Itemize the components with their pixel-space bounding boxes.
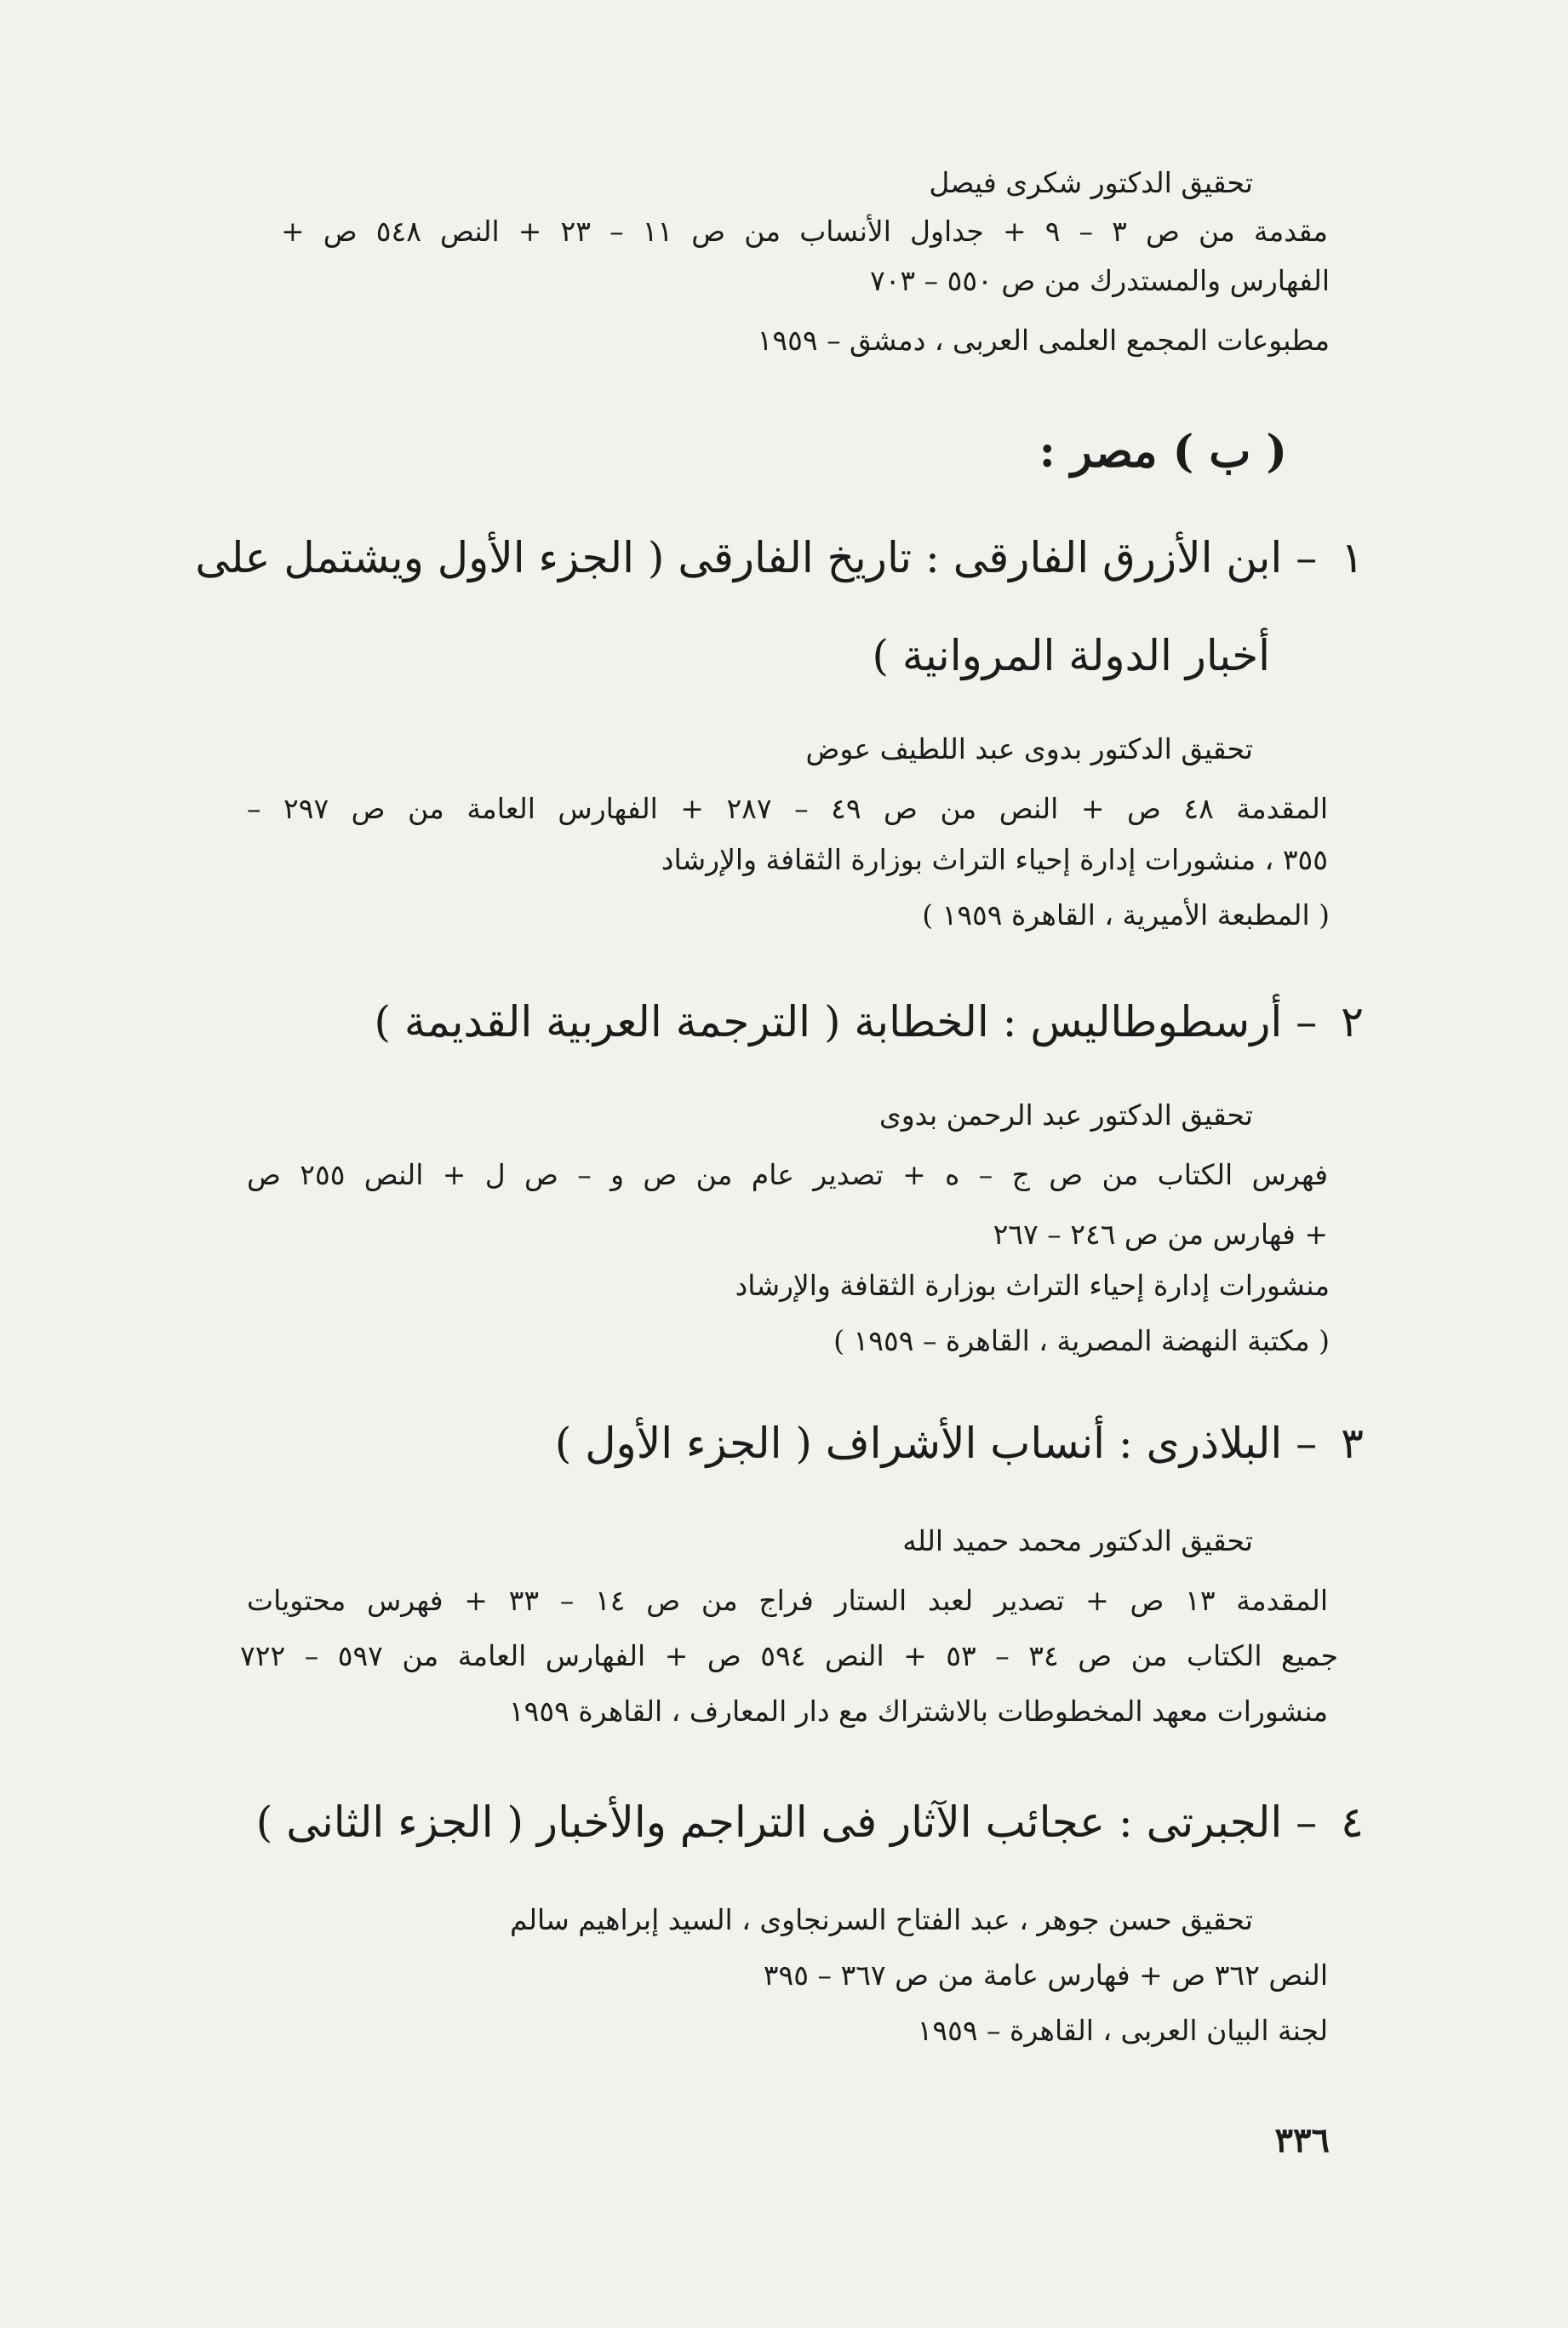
entry-4-number: ٤	[1341, 1798, 1364, 1847]
entry-2-detail-3: منشورات إدارة إحياء التراث بوزارة الثقافة والإرشاد	[735, 1269, 1330, 1302]
section-heading: ( ب ) مصر :	[1039, 426, 1287, 478]
entry-3-editor: تحقيق الدكتور محمد حميد الله	[902, 1524, 1253, 1557]
entry-2-detail-4: ( مكتبة النهضة المصرية ، القاهرة – ١٩٥٩ )	[833, 1324, 1330, 1357]
top-editor-line: تحقيق الدكتور شكرى فيصل	[929, 166, 1253, 199]
entry-1-number: ١	[1341, 533, 1364, 582]
entry-2-detail-2: + فهارس من ص ٢٤٦ – ٢٦٧	[993, 1218, 1328, 1251]
entry-3-title-text: – البلاذرى : أنساب الأشراف ( الجزء الأول )	[554, 1419, 1318, 1468]
top-pages-line-1: مقدمة من ص ٣ – ٩ + جداول الأنساب من ص ١١ – ٢٣ + النص ٥٤٨ ص +	[281, 215, 1328, 248]
entry-3-detail-1: المقدمة ١٣ ص + تصدير لعبد الستار فراج من ص ١٤ – ٣٣ + فهرس محتويات	[247, 1584, 1328, 1617]
entry-1-detail-2: ٣٥٥ ، منشورات إدارة إحياء التراث بوزارة الثقافة والإرشاد	[661, 843, 1328, 876]
entry-3-title	[555, 1418, 1364, 1469]
entry-2-detail-1: فهرس الكتاب من ص ج – ه + تصدير عام من ص و – ص ل + النص ٢٥٥ ص	[247, 1158, 1328, 1191]
entry-2-number: ٢	[1341, 997, 1364, 1046]
entry-4-title	[256, 1797, 1364, 1848]
entry-1-title-text: – ابن الأزرق الفارقى : تاريخ الفارقى ( الجزء الأول ويشتمل على	[195, 533, 1318, 582]
entry-2-title-text: – أرسطوطاليس : الخطابة ( الترجمة العربية القديمة )	[374, 997, 1318, 1046]
entry-1-detail-3: ( المطبعة الأميرية ، القاهرة ١٩٥٩ )	[922, 898, 1330, 932]
entry-4-detail-2: لجنة البيان العربى ، القاهرة – ١٩٥٩	[917, 2014, 1328, 2047]
entry-3-number: ٣	[1341, 1419, 1364, 1468]
top-pages-line-2: الفهارس والمستدرك من ص ٥٥٠ – ٧٠٣	[869, 264, 1330, 297]
entry-3-detail-2: جميع الكتاب من ص ٣٤ – ٥٣ + النص ٥٩٤ ص + الفهارس العامة من ٥٩٧ – ٧٢٢	[240, 1639, 1339, 1672]
entry-4-detail-1: النص ٣٦٢ ص + فهارس عامة من ص ٣٦٧ – ٣٩٥	[763, 1958, 1328, 1992]
entry-1-title-cont: أخبار الدولة المروانية )	[872, 631, 1270, 680]
entry-1-title	[195, 532, 1364, 583]
entry-4-title-text: – الجبرتى : عجائب الآثار فى التراجم والأخبار ( الجزء الثانى )	[255, 1798, 1318, 1847]
top-publisher-line: مطبوعات المجمع العلمى العربى ، دمشق – ١٩٥٩	[757, 324, 1330, 357]
entry-4-editor: تحقيق حسن جوهر ، عبد الفتاح السرنجاوى ، السيد إبراهيم سالم	[510, 1903, 1253, 1936]
entry-3-detail-3: منشورات معهد المخطوطات بالاشتراك مع دار المعارف ، القاهرة ١٩٥٩	[508, 1694, 1328, 1728]
entry-1-editor: تحقيق الدكتور بدوى عبد اللطيف عوض	[805, 732, 1253, 765]
entry-1-detail-1: المقدمة ٤٨ ص + النص من ص ٤٩ – ٢٨٧ + الفهارس العامة من ص ٢٩٧ –	[247, 792, 1328, 825]
entry-2-editor: تحقيق الدكتور عبد الرحمن بدوى	[878, 1098, 1253, 1132]
entry-2-title	[375, 996, 1364, 1047]
page-number: ٣٣٦	[1274, 2120, 1330, 2160]
